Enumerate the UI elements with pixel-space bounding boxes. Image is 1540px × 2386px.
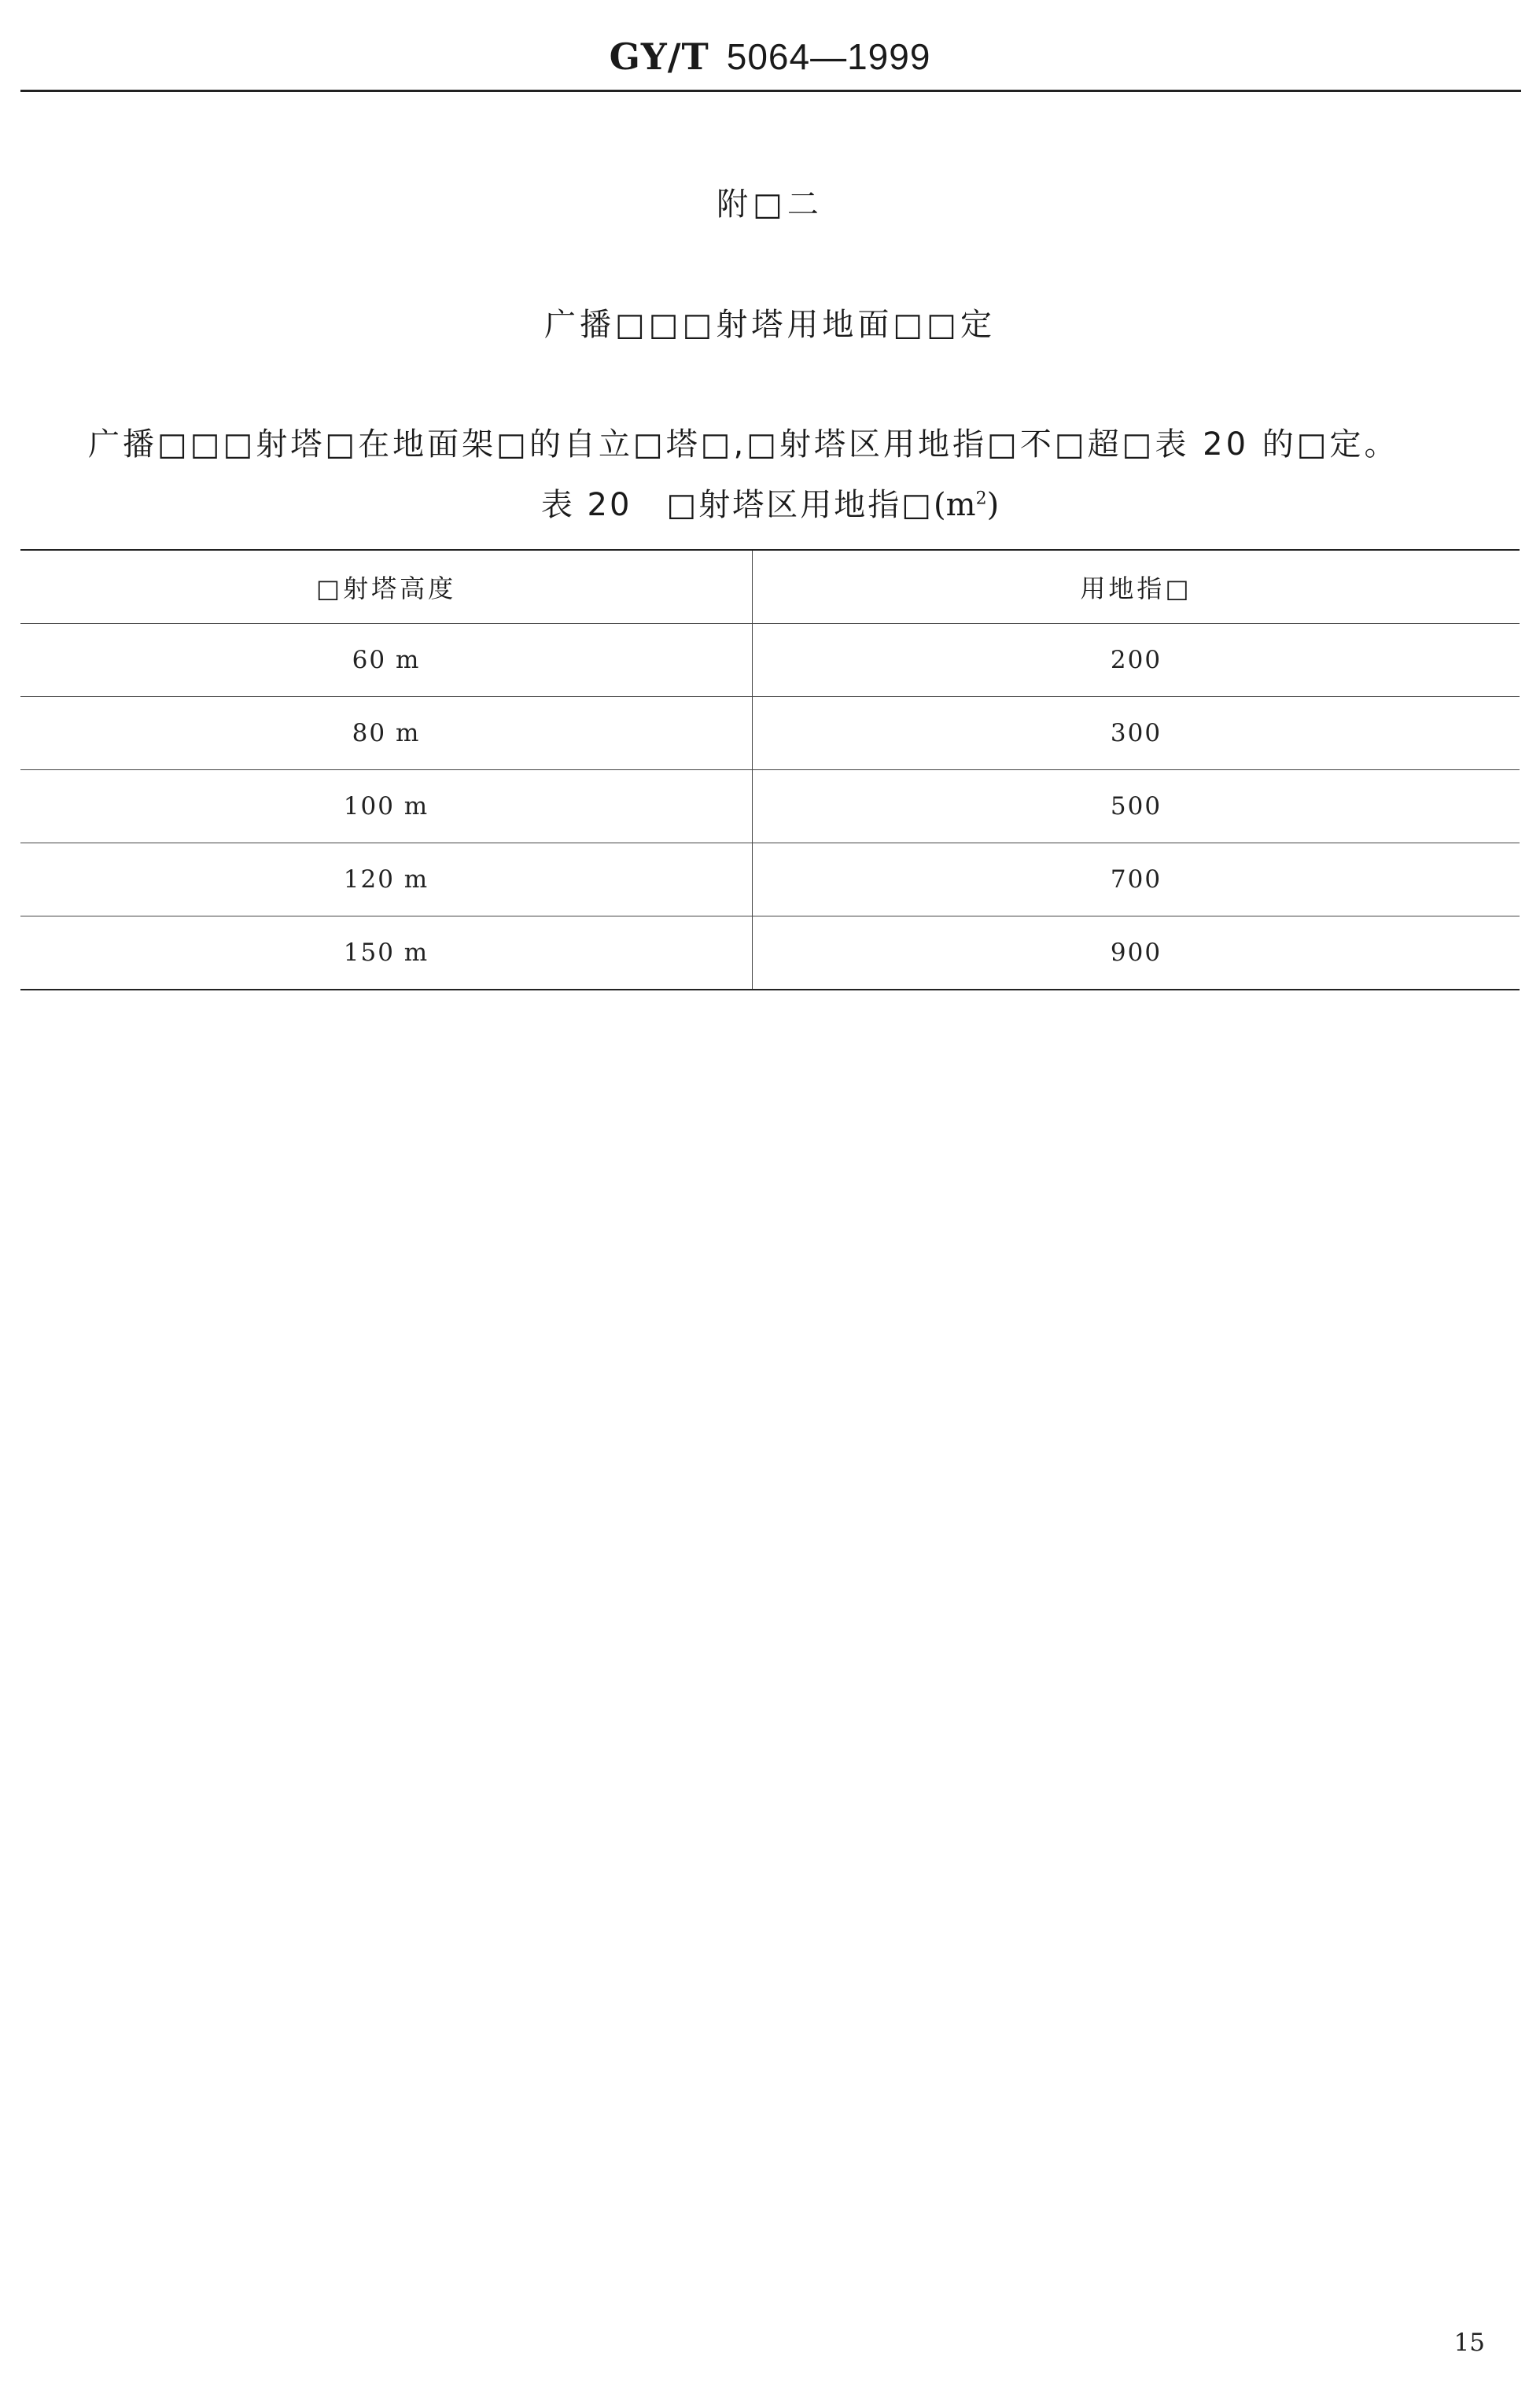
cell-land-index: 700 — [753, 843, 1520, 916]
column-header-land-index: 用地指□ — [753, 550, 1520, 624]
table-caption-number: 表 20 — [540, 487, 632, 523]
standard-prefix: GY/T — [609, 35, 709, 78]
section-title: 广播□□□射塔用地面□□定 — [544, 307, 996, 343]
table-header-row — [20, 550, 1520, 624]
appendix-title: 附□二 — [717, 186, 823, 223]
cell-tower-height: 100 m — [20, 770, 753, 843]
column-header-tower-height: □射塔高度 — [20, 550, 753, 624]
page-number: 15 — [1453, 2329, 1485, 2357]
cell-tower-height: 120 m — [20, 843, 753, 916]
cell-tower-height: 60 m — [20, 624, 753, 697]
unit-open: (m — [934, 487, 976, 523]
cell-tower-height: 80 m — [20, 697, 753, 770]
cell-land-index: 500 — [753, 770, 1520, 843]
table-row — [20, 770, 1520, 843]
cell-land-index: 300 — [753, 697, 1520, 770]
table-row — [20, 916, 1520, 990]
table-caption-unit — [934, 487, 999, 523]
cell-land-index: 200 — [753, 624, 1520, 697]
unit-superscript: 2 — [975, 489, 987, 509]
table-row — [20, 843, 1520, 916]
table-caption — [0, 483, 1540, 527]
cell-tower-height: 150 m — [20, 916, 753, 990]
standard-code-header — [0, 33, 1540, 80]
body-paragraph: 广播□□□射塔□在地面架□的自立□塔□,□射塔区用地指□不□超□表 20 的□定。 — [88, 426, 1399, 463]
header-rule — [20, 90, 1521, 92]
cell-land-index: 900 — [1110, 939, 1162, 967]
unit-close: ) — [986, 487, 1000, 523]
table-caption-text: □射塔区用地指□ — [666, 487, 934, 523]
standard-number: 5064—1999 — [726, 36, 931, 77]
table-row — [20, 624, 1520, 697]
land-use-table — [20, 549, 1520, 990]
table-row — [20, 697, 1520, 770]
